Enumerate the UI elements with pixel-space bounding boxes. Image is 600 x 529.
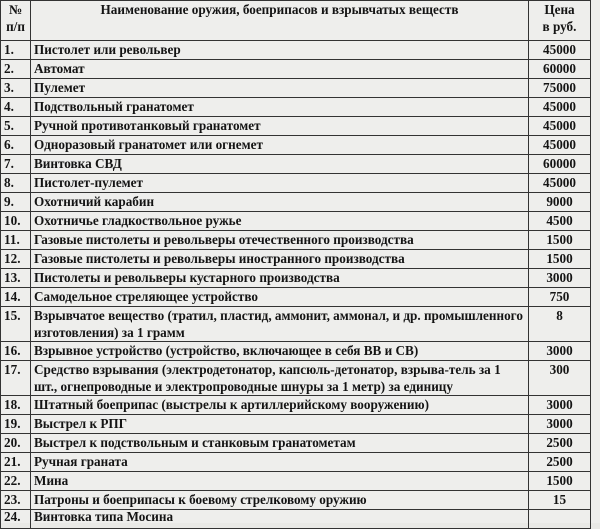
row-item-name: Выстрел к РПГ [31, 415, 529, 434]
row-item-name: Взрывное устройство (устройство, включающее в себя ВВ и СВ) [31, 342, 529, 361]
row-number: 3. [1, 79, 31, 98]
table-row [1, 434, 591, 453]
row-price: 4500 [529, 212, 591, 231]
row-price: 60000 [529, 155, 591, 174]
row-item-name: Винтовка типа Мосина [31, 510, 529, 529]
table-row [1, 212, 591, 231]
row-number: 16. [1, 342, 31, 361]
table-row [1, 510, 591, 529]
row-item-name: Самодельное стреляющее устройство [31, 288, 529, 307]
row-number: 15. [1, 307, 31, 342]
table-row [1, 453, 591, 472]
row-item-name: Мина [31, 472, 529, 491]
row-price: 3000 [529, 396, 591, 415]
row-item-name: Пистолет-пулемет [31, 174, 529, 193]
row-number: 20. [1, 434, 31, 453]
row-number: 9. [1, 193, 31, 212]
table-row [1, 136, 591, 155]
row-number: 18. [1, 396, 31, 415]
row-price: 45000 [529, 136, 591, 155]
row-item-name: Автомат [31, 60, 529, 79]
row-price [529, 510, 591, 529]
row-item-name: Средство взрывания (электродетонатор, капсюль-детонатор, взрыва-тель за 1 шт., огнепроводные и электропроводные шнуры за 1 метр) за единицу [31, 361, 529, 396]
table-row [1, 472, 591, 491]
row-price: 750 [529, 288, 591, 307]
header-price: Цена в руб. [529, 1, 591, 41]
row-number: 19. [1, 415, 31, 434]
row-price: 8 [529, 307, 591, 342]
table-row [1, 41, 591, 60]
row-price: 3000 [529, 269, 591, 288]
row-price: 45000 [529, 174, 591, 193]
row-item-name: Выстрел к подствольным и станковым гранатометам [31, 434, 529, 453]
row-price: 15 [529, 491, 591, 510]
table-row [1, 307, 591, 342]
table-row [1, 231, 591, 250]
row-price: 3000 [529, 415, 591, 434]
row-price: 75000 [529, 79, 591, 98]
row-item-name: Пулемет [31, 79, 529, 98]
row-number: 8. [1, 174, 31, 193]
table-row [1, 117, 591, 136]
row-item-name: Пистолеты и револьверы кустарного производства [31, 269, 529, 288]
table-row [1, 60, 591, 79]
table-row [1, 155, 591, 174]
row-price: 60000 [529, 60, 591, 79]
table-row [1, 415, 591, 434]
row-item-name: Винтовка СВД [31, 155, 529, 174]
row-number: 5. [1, 117, 31, 136]
row-item-name: Охотничий карабин [31, 193, 529, 212]
table-row [1, 269, 591, 288]
table-row [1, 98, 591, 117]
row-price: 1500 [529, 472, 591, 491]
row-price: 9000 [529, 193, 591, 212]
row-price: 2500 [529, 453, 591, 472]
row-number: 13. [1, 269, 31, 288]
row-number: 4. [1, 98, 31, 117]
row-item-name: Одноразовый гранатомет или огнемет [31, 136, 529, 155]
row-price: 45000 [529, 41, 591, 60]
row-number: 12. [1, 250, 31, 269]
table-row [1, 342, 591, 361]
row-price: 45000 [529, 98, 591, 117]
row-number: 1. [1, 41, 31, 60]
table-row [1, 491, 591, 510]
row-number: 6. [1, 136, 31, 155]
row-number: 17. [1, 361, 31, 396]
row-item-name: Газовые пистолеты и револьверы иностранного производства [31, 250, 529, 269]
table-header-row [1, 1, 591, 41]
row-number: 24. [1, 510, 31, 529]
table-row [1, 288, 591, 307]
row-number: 2. [1, 60, 31, 79]
row-number: 11. [1, 231, 31, 250]
table-row [1, 396, 591, 415]
table-row [1, 174, 591, 193]
row-price: 1500 [529, 231, 591, 250]
table-row [1, 250, 591, 269]
row-number: 14. [1, 288, 31, 307]
row-price: 2500 [529, 434, 591, 453]
row-item-name: Охотничье гладкоствольное ружье [31, 212, 529, 231]
row-item-name: Взрывчатое вещество (тратил, пластид, аммонит, аммонал, и др. промышленного изготовления) за 1 грамм [31, 307, 529, 342]
row-number: 7. [1, 155, 31, 174]
row-number: 23. [1, 491, 31, 510]
header-number: № п/п [1, 1, 31, 41]
row-item-name: Ручной противотанковый гранатомет [31, 117, 529, 136]
row-number: 10. [1, 212, 31, 231]
table-row [1, 193, 591, 212]
row-number: 21. [1, 453, 31, 472]
table-row [1, 79, 591, 98]
row-number: 22. [1, 472, 31, 491]
row-item-name: Патроны и боеприпасы к боевому стрелковому оружию [31, 491, 529, 510]
row-price: 300 [529, 361, 591, 396]
row-price: 1500 [529, 250, 591, 269]
header-name: Наименование оружия, боеприпасов и взрывчатых веществ [31, 1, 529, 41]
row-price: 3000 [529, 342, 591, 361]
row-item-name: Пистолет или револьвер [31, 41, 529, 60]
row-item-name: Ручная граната [31, 453, 529, 472]
table-row [1, 361, 591, 396]
row-item-name: Газовые пистолеты и револьверы отечественного производства [31, 231, 529, 250]
row-item-name: Штатный боеприпас (выстрелы к артиллерийскому вооружению) [31, 396, 529, 415]
row-price: 45000 [529, 117, 591, 136]
row-item-name: Подствольный гранатомет [31, 98, 529, 117]
